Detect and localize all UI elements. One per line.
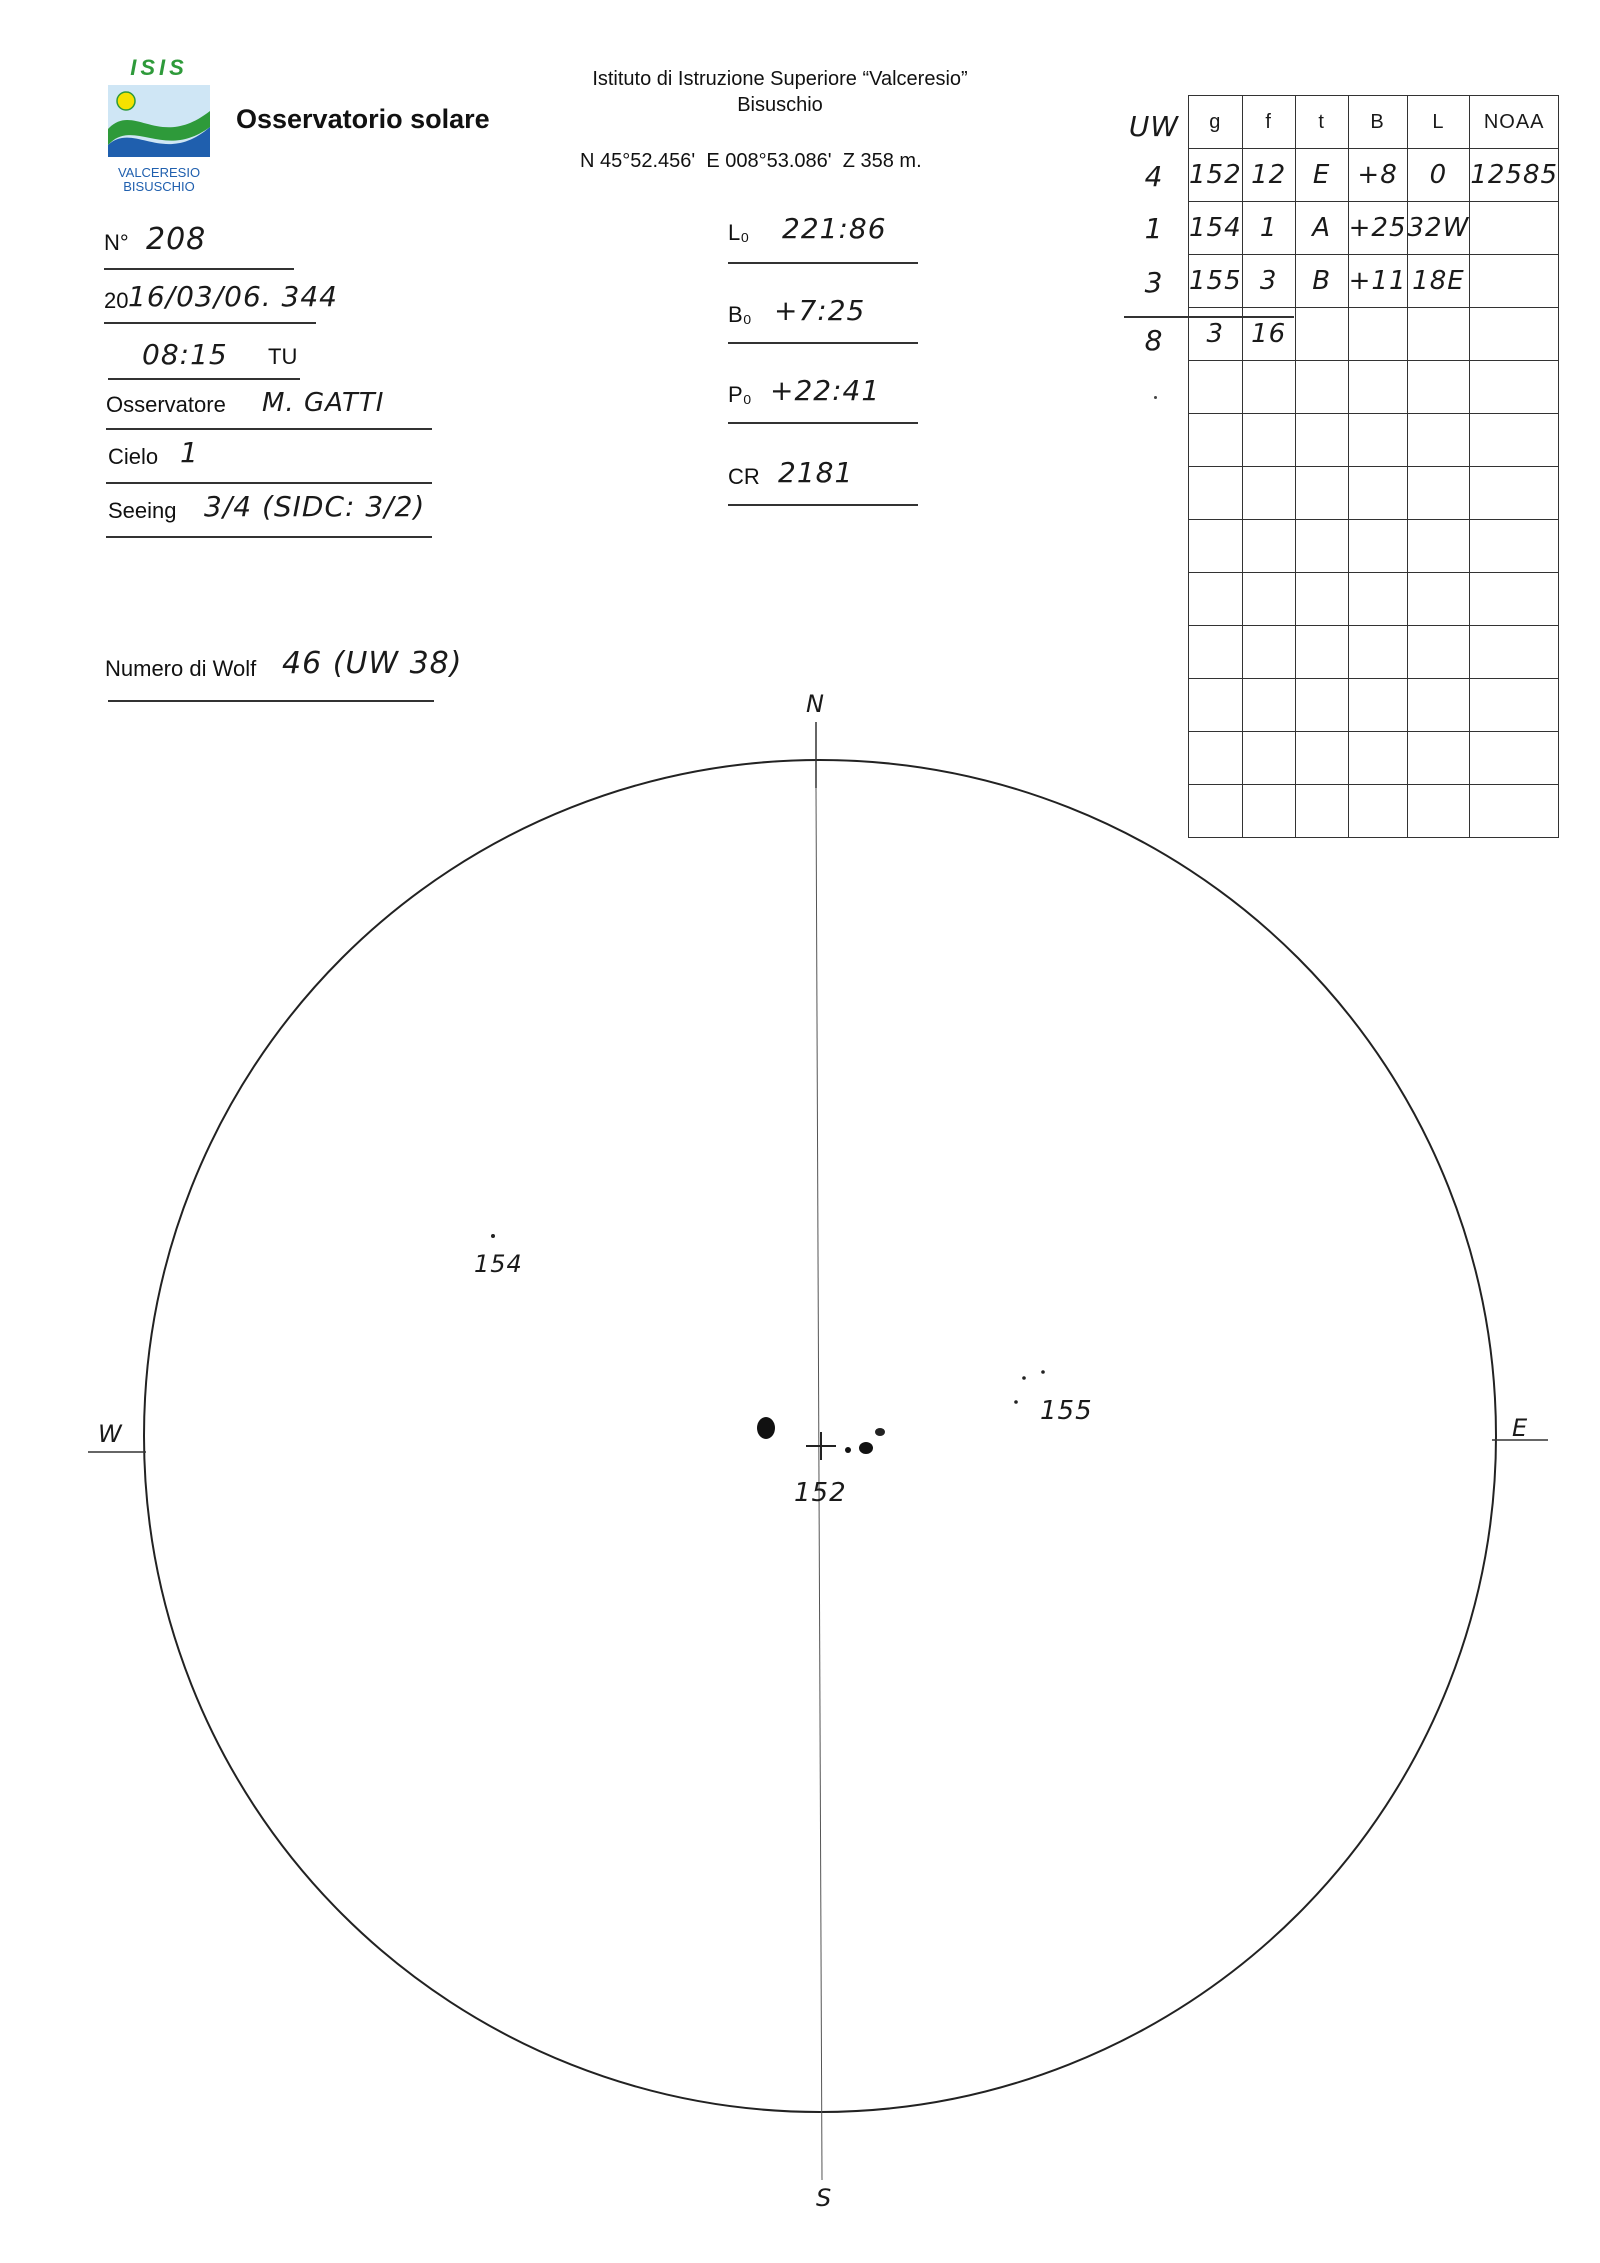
column-header-f: f bbox=[1242, 96, 1295, 149]
wolf-label: Numero di Wolf bbox=[105, 656, 257, 681]
uw-header: UW bbox=[1128, 110, 1180, 143]
time-suffix: TU bbox=[268, 344, 298, 369]
direction-south: S bbox=[816, 2184, 833, 2212]
uw-row-3: 3 bbox=[1144, 266, 1164, 299]
cell-t: E bbox=[1295, 149, 1348, 202]
cell-f: 3 bbox=[1242, 255, 1295, 308]
cell-l: 32W bbox=[1407, 202, 1470, 255]
institute-line-1: Istituto di Istruzione Superiore “Valceresio” bbox=[592, 68, 968, 90]
column-header-t: t bbox=[1295, 96, 1348, 149]
b0-label: B₀ bbox=[728, 302, 752, 327]
record-number-label: N° bbox=[104, 230, 129, 255]
cell-f: 1 bbox=[1242, 202, 1295, 255]
sky-value: 1 bbox=[180, 436, 199, 469]
column-header-g: g bbox=[1189, 96, 1243, 149]
cell-g: 154 bbox=[1189, 202, 1243, 255]
column-header-b: B bbox=[1348, 96, 1407, 149]
date-prefix: 20 bbox=[104, 288, 129, 313]
seeing-value: 3/4 (SIDC: 3/2) bbox=[204, 490, 426, 523]
logo-caption-2: BISUSCHIO bbox=[123, 179, 195, 194]
sunspot bbox=[491, 1234, 495, 1238]
cell-l: 0 bbox=[1407, 149, 1470, 202]
total-f: 16 bbox=[1242, 308, 1295, 361]
institute-line-2: Bisuschio bbox=[737, 94, 823, 116]
sky-label: Cielo bbox=[108, 444, 159, 469]
sunspot bbox=[845, 1447, 851, 1453]
cell-f: 12 bbox=[1242, 149, 1295, 202]
l0-label: L₀ bbox=[728, 220, 750, 245]
column-header-l: L bbox=[1407, 96, 1470, 149]
time-value: 08:15 bbox=[142, 338, 228, 371]
b0-value: +7:25 bbox=[774, 294, 866, 327]
direction-west: W bbox=[98, 1420, 123, 1448]
direction-north: N bbox=[806, 690, 825, 718]
l0-value: 221:86 bbox=[782, 212, 887, 245]
p0-label: P₀ bbox=[728, 382, 752, 407]
sunspot bbox=[859, 1442, 873, 1454]
p0-value: +22:41 bbox=[770, 374, 881, 407]
uw-row-1: 4 bbox=[1144, 160, 1164, 193]
sunspot bbox=[875, 1428, 885, 1436]
group-label-152: 152 bbox=[794, 1478, 847, 1508]
sunspot bbox=[757, 1417, 775, 1439]
cell-b: +8 bbox=[1348, 149, 1407, 202]
uw-row-2: 1 bbox=[1144, 212, 1164, 245]
cell-b: +11 bbox=[1348, 255, 1407, 308]
wolf-value: 46 (UW 38) bbox=[282, 646, 463, 681]
seeing-label: Seeing bbox=[108, 498, 177, 523]
total-g: 3 bbox=[1189, 308, 1243, 361]
column-header-noaa: NOAA bbox=[1470, 96, 1559, 149]
uw-total: 8 bbox=[1144, 324, 1164, 357]
cell-l: 18E bbox=[1407, 255, 1470, 308]
cell-b: +25 bbox=[1348, 202, 1407, 255]
sunspot bbox=[1014, 1400, 1018, 1404]
cr-label: CR bbox=[728, 464, 760, 489]
observatory-coordinates: N 45°52.456' E 008°53.086' Z 358 m. bbox=[580, 150, 922, 172]
observatory-title: Osservatorio solare bbox=[236, 104, 490, 134]
record-number-value: 208 bbox=[146, 222, 207, 257]
direction-east: E bbox=[1512, 1414, 1529, 1442]
cell-t: A bbox=[1295, 202, 1348, 255]
observer-label: Osservatore bbox=[106, 392, 226, 417]
observer-value: M. GATTI bbox=[262, 388, 385, 418]
cell-noaa: 12585 bbox=[1470, 149, 1559, 202]
date-value: 16/03/06. 344 bbox=[128, 280, 338, 313]
logo-acronym: ISIS bbox=[130, 55, 188, 80]
cell-g: 152 bbox=[1189, 149, 1243, 202]
group-label-155: 155 bbox=[1040, 1396, 1093, 1426]
cr-value: 2181 bbox=[778, 456, 854, 489]
sunspot bbox=[1041, 1370, 1045, 1374]
cell-t: B bbox=[1295, 255, 1348, 308]
group-label-154: 154 bbox=[474, 1250, 523, 1278]
cell-g: 155 bbox=[1189, 255, 1243, 308]
sunspot bbox=[1022, 1376, 1026, 1380]
logo-caption-1: VALCERESIO bbox=[117, 165, 201, 180]
